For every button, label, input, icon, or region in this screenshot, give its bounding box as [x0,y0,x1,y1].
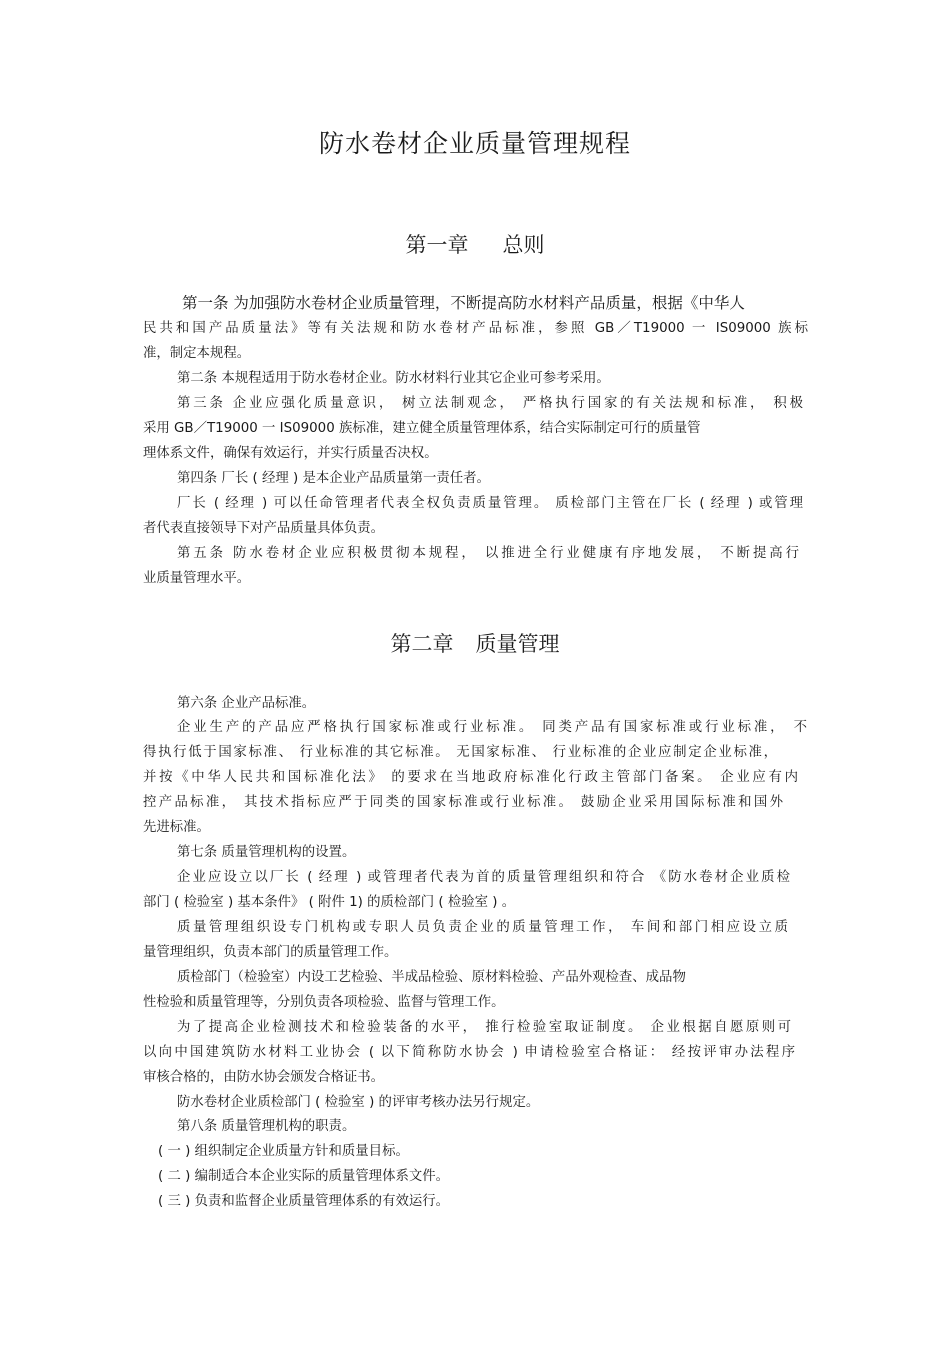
article-3-line-1: 第三条 企业应强化质量意识， 树立法制观念， 严格执行国家的有关法规和标准， 积极 [177,396,803,411]
article-3-line-3: 理体系文件，确保有效运行，并实行质量否决权。 [143,446,438,461]
article-7-line-11: 防水卷材企业质检部门 ( 检验室 ) 的评审考核办法另行规定。 [177,1095,540,1110]
article-7-line-3: 部门 ( 检验室 ) 基本条件》 ( 附件 1) 的质检部门 ( 检验室 ) 。 [143,895,516,910]
article-6-line-5: 控产品标准， 其技术指标应严于同类的国家标准或行业标准。 鼓励企业采用国际标准和国外 [143,795,783,810]
chapter-number: 第二章 [390,632,454,656]
article-7-line-4: 质量管理组织设专门机构或专职人员负责企业的质量管理工作， 车间和部门相应设立质 [177,920,788,935]
article-6-line-3: 得执行低于国家标准、 行业标准的其它标准。 无国家标准、 行业标准的企业应制定企业标准， [143,745,777,760]
article-8-item-3: ( 三 ) 负责和监督企业质量管理体系的有效运行。 [158,1194,450,1209]
article-2-line-1: 第二条 本规程适用于防水卷材企业。防水材料行业其它企业可参考采用。 [177,371,610,386]
article-4-line-3: 者代表直接领导下对产品质量具体负责。 [143,521,385,536]
article-5-line-1: 第五条 防水卷材企业应积极贯彻本规程， 以推进全行业健康有序地发展， 不断提高行 [177,546,799,561]
chapter-heading-2 [0,628,950,658]
article-7-line-2: 企业应设立以厂长 ( 经理 ) 或管理者代表为首的质量管理组织和符合 《防水卷材企业质检 [177,870,790,885]
article-7-line-5: 量管理组织，负责本部门的质量管理工作。 [143,945,398,960]
article-7-line-6: 质检部门（检验室）内设工艺检验、半成品检验、原材料检验、产品外观检查、成品物 [177,970,686,985]
article-1-line-1: 第一条 为加强防水卷材企业质量管理，不断提高防水材料产品质量，根据《中华人 [182,294,745,312]
chapter-name: 质量管理 [475,632,560,656]
article-1-line-2: 民共和国产品质量法》等有关法规和防水卷材产品标准，参照 GB／T19000 一 IS09000 族标 [143,321,808,336]
article-6-line-2: 企业生产的产品应严格执行国家标准或行业标准。 同类产品有国家标准或行业标准， 不 [177,720,807,735]
article-7-line-8: 为了提高企业检测技术和检验装备的水平， 推行检验室取证制度。 企业根据自愿原则可 [177,1020,791,1035]
article-7-line-7: 性检验和质量管理等，分别负责各项检验、监督与管理工作。 [143,995,505,1010]
chapter-name: 总则 [502,233,545,257]
article-8-item-2: ( 二 ) 编制适合本企业实际的质量管理体系文件。 [158,1169,450,1184]
document-title: 防水卷材企业质量管理规程 [318,129,631,158]
article-7-line-9: 以向中国建筑防水材料工业协会 ( 以下简称防水协会 ) 申请检验室合格证： 经按评审办法程序 [143,1045,795,1060]
article-8-line-1: 第八条 质量管理机构的职责。 [177,1119,356,1134]
article-1-line-3: 准，制定本规程。 [143,346,251,361]
article-5-line-2: 业质量管理水平。 [143,571,251,586]
article-6-line-1: 第六条 企业产品标准。 [177,696,316,711]
chapter-number: 第一章 [405,233,469,257]
article-7-line-10: 审核合格的，由防水协会颁发合格证书。 [143,1070,385,1085]
chapter-heading-1 [0,229,950,259]
article-4-line-1: 第四条 厂长 ( 经理 ) 是本企业产品质量第一责任者。 [177,471,490,486]
article-8-item-1: ( 一 ) 组织制定企业质量方针和质量目标。 [158,1144,409,1159]
article-6-line-6: 先进标准。 [143,820,210,835]
article-3-line-2: 采用 GB／T19000 一 IS09000 族标准，建立健全质量管理体系，结合实际制定可行的质量管 [143,421,701,436]
article-4-line-2: 厂长 ( 经理 ) 可以任命管理者代表全权负责质量管理。 质检部门主管在厂长 ( 经理 ) 或管理 [177,496,803,511]
article-7-line-1: 第七条 质量管理机构的设置。 [177,845,356,860]
article-6-line-4: 并按《中华人民共和国标准化法》 的要求在当地政府标准化行政主管部门备案。 企业应有内 [143,770,798,785]
